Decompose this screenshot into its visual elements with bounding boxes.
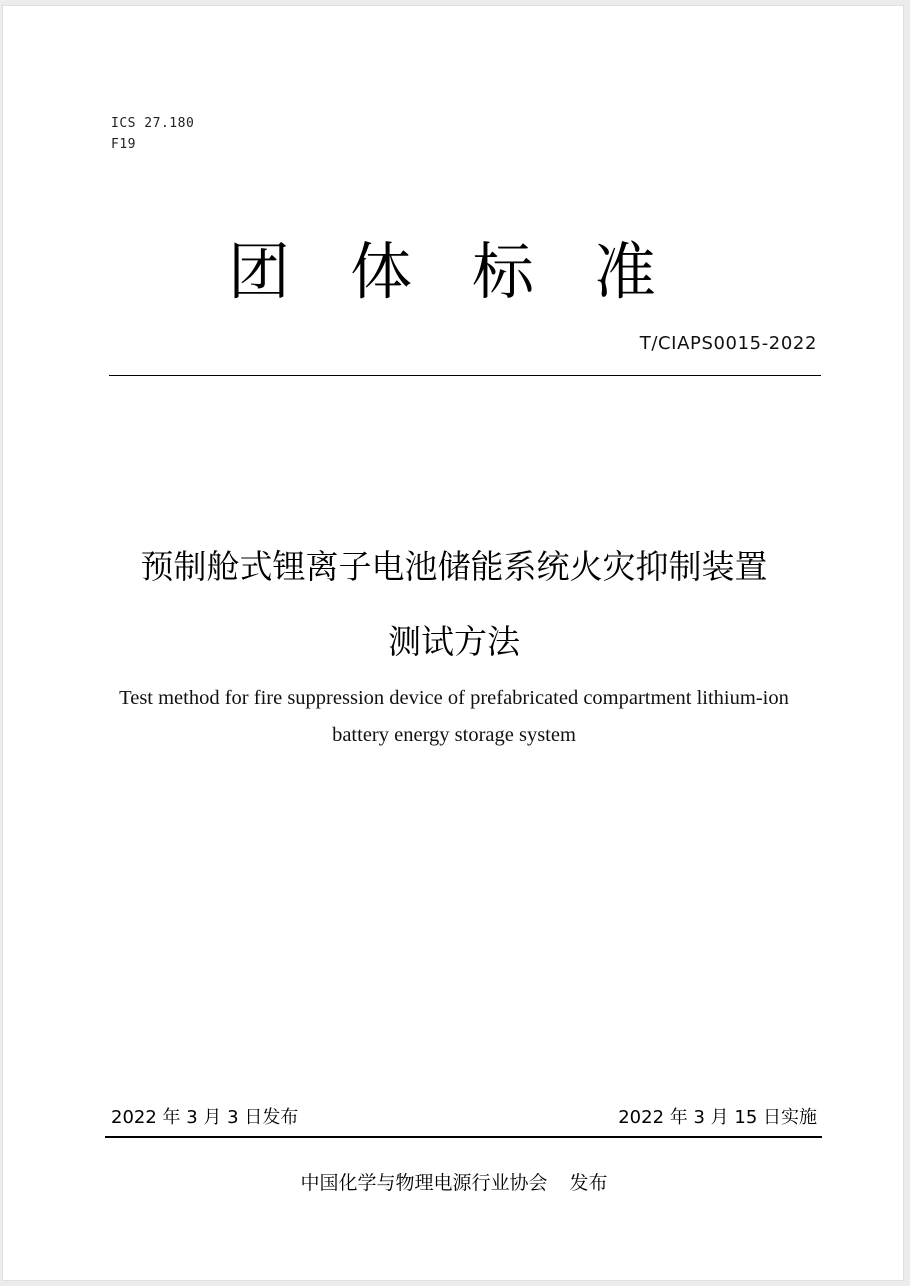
bottom-divider — [105, 1136, 822, 1138]
implementation-date: 2022 年 3 月 15 日实施 — [618, 1107, 817, 1128]
ccs-code: F19 — [111, 137, 136, 152]
title-zh-line-2: 测试方法 — [388, 622, 520, 661]
standard-type-heading: 团体标准 — [227, 235, 716, 308]
standard-cover-page — [2, 5, 904, 1281]
title-en-line-1: Test method for fire suppression device of prefabricated compartment lithium-ion — [119, 687, 789, 709]
standard-code: T/CIAPS0015-2022 — [639, 333, 817, 354]
top-divider — [109, 375, 821, 376]
title-en-line-2: battery energy storage system — [332, 724, 576, 746]
publication-date: 2022 年 3 月 3 日发布 — [111, 1107, 299, 1128]
ics-code: ICS 27.180 — [111, 116, 195, 131]
publisher-organization: 中国化学与物理电源行业协会 — [300, 1172, 548, 1194]
title-zh-line-1: 预制舱式锂离子电池储能系统火灾抑制装置 — [140, 547, 768, 586]
publisher-line — [3, 1168, 905, 1195]
publisher-action: 发布 — [569, 1172, 608, 1194]
